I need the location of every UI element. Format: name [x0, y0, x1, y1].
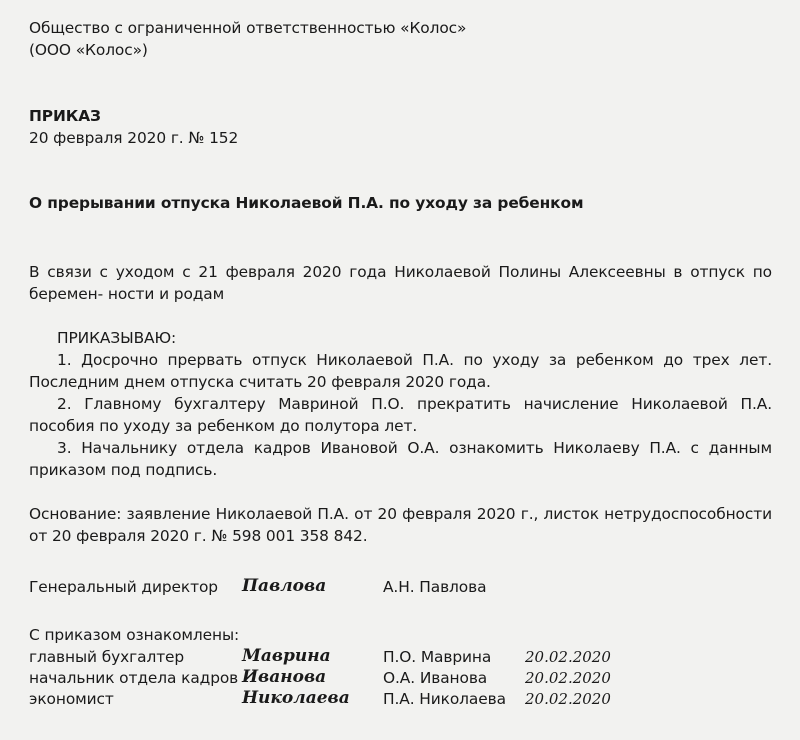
org-short-name: (ООО «Колос») — [29, 41, 148, 59]
order-heading: ПРИКАЗ — [29, 107, 101, 125]
director-name: А.Н. Павлова — [383, 578, 487, 596]
acq-row-3-date: 20.02.2020 — [525, 690, 611, 708]
acq-row-2-position: начальник отдела кадров — [29, 669, 239, 687]
order-subject: О прерывании отпуска Николаевой П.А. по уходу за ребенком — [29, 194, 584, 212]
command-word: ПРИКАЗЫВАЮ: — [57, 329, 177, 347]
order-date-number: 20 февраля 2020 г. № 152 — [29, 129, 239, 147]
acq-row-3-position: экономист — [29, 690, 114, 708]
acq-row-1-date: 20.02.2020 — [525, 648, 611, 666]
intro-paragraph — [29, 261, 772, 305]
basis-paragraph: Основание: заявление Николаевой П.А. от 20 февраля 2020 г., листок нетрудоспособности от 20 февраля 2020 г. № 598 001 358 842. — [29, 505, 772, 545]
acq-row-2-name: О.А. Иванова — [383, 669, 488, 687]
director-position: Генеральный директор — [29, 578, 218, 596]
intro-text: В связи с уходом с 21 февраля 2020 года Николаевой Полины Алексеевны в отпуск по беремен- ности и родам — [29, 263, 772, 303]
item-3: 3. Начальнику отдела кадров Ивановой О.А. ознакомить Николаеву П.А. с данным приказом под подпись. — [29, 439, 772, 479]
acq-row-2-date: 20.02.2020 — [525, 669, 611, 687]
acquainted-label: С приказом ознакомлены: — [29, 626, 240, 644]
org-name: Общество с ограниченной ответственностью «Колос» — [29, 19, 467, 37]
acq-row-1-name: П.О. Маврина — [383, 648, 492, 666]
acq-row-3-name: П.А. Николаева — [383, 690, 506, 708]
director-signature: Павлова — [242, 576, 327, 596]
acq-row-3-signature: Николаева — [242, 688, 350, 708]
acq-row-1-signature: Маврина — [242, 646, 331, 666]
acq-row-2-signature: Иванова — [242, 667, 327, 687]
item-2: 2. Главному бухгалтеру Мавриной П.О. прекратить начисление Николаевой П.А. пособия по уходу за ребенком до полутора лет. — [29, 395, 772, 435]
acq-row-1-position: главный бухгалтер — [29, 648, 185, 666]
item-1: 1. Досрочно прервать отпуск Николаевой П.А. по уходу за ребенком до трех лет. Последним днем отпуска считать 20 февраля 2020 года. — [29, 351, 772, 391]
